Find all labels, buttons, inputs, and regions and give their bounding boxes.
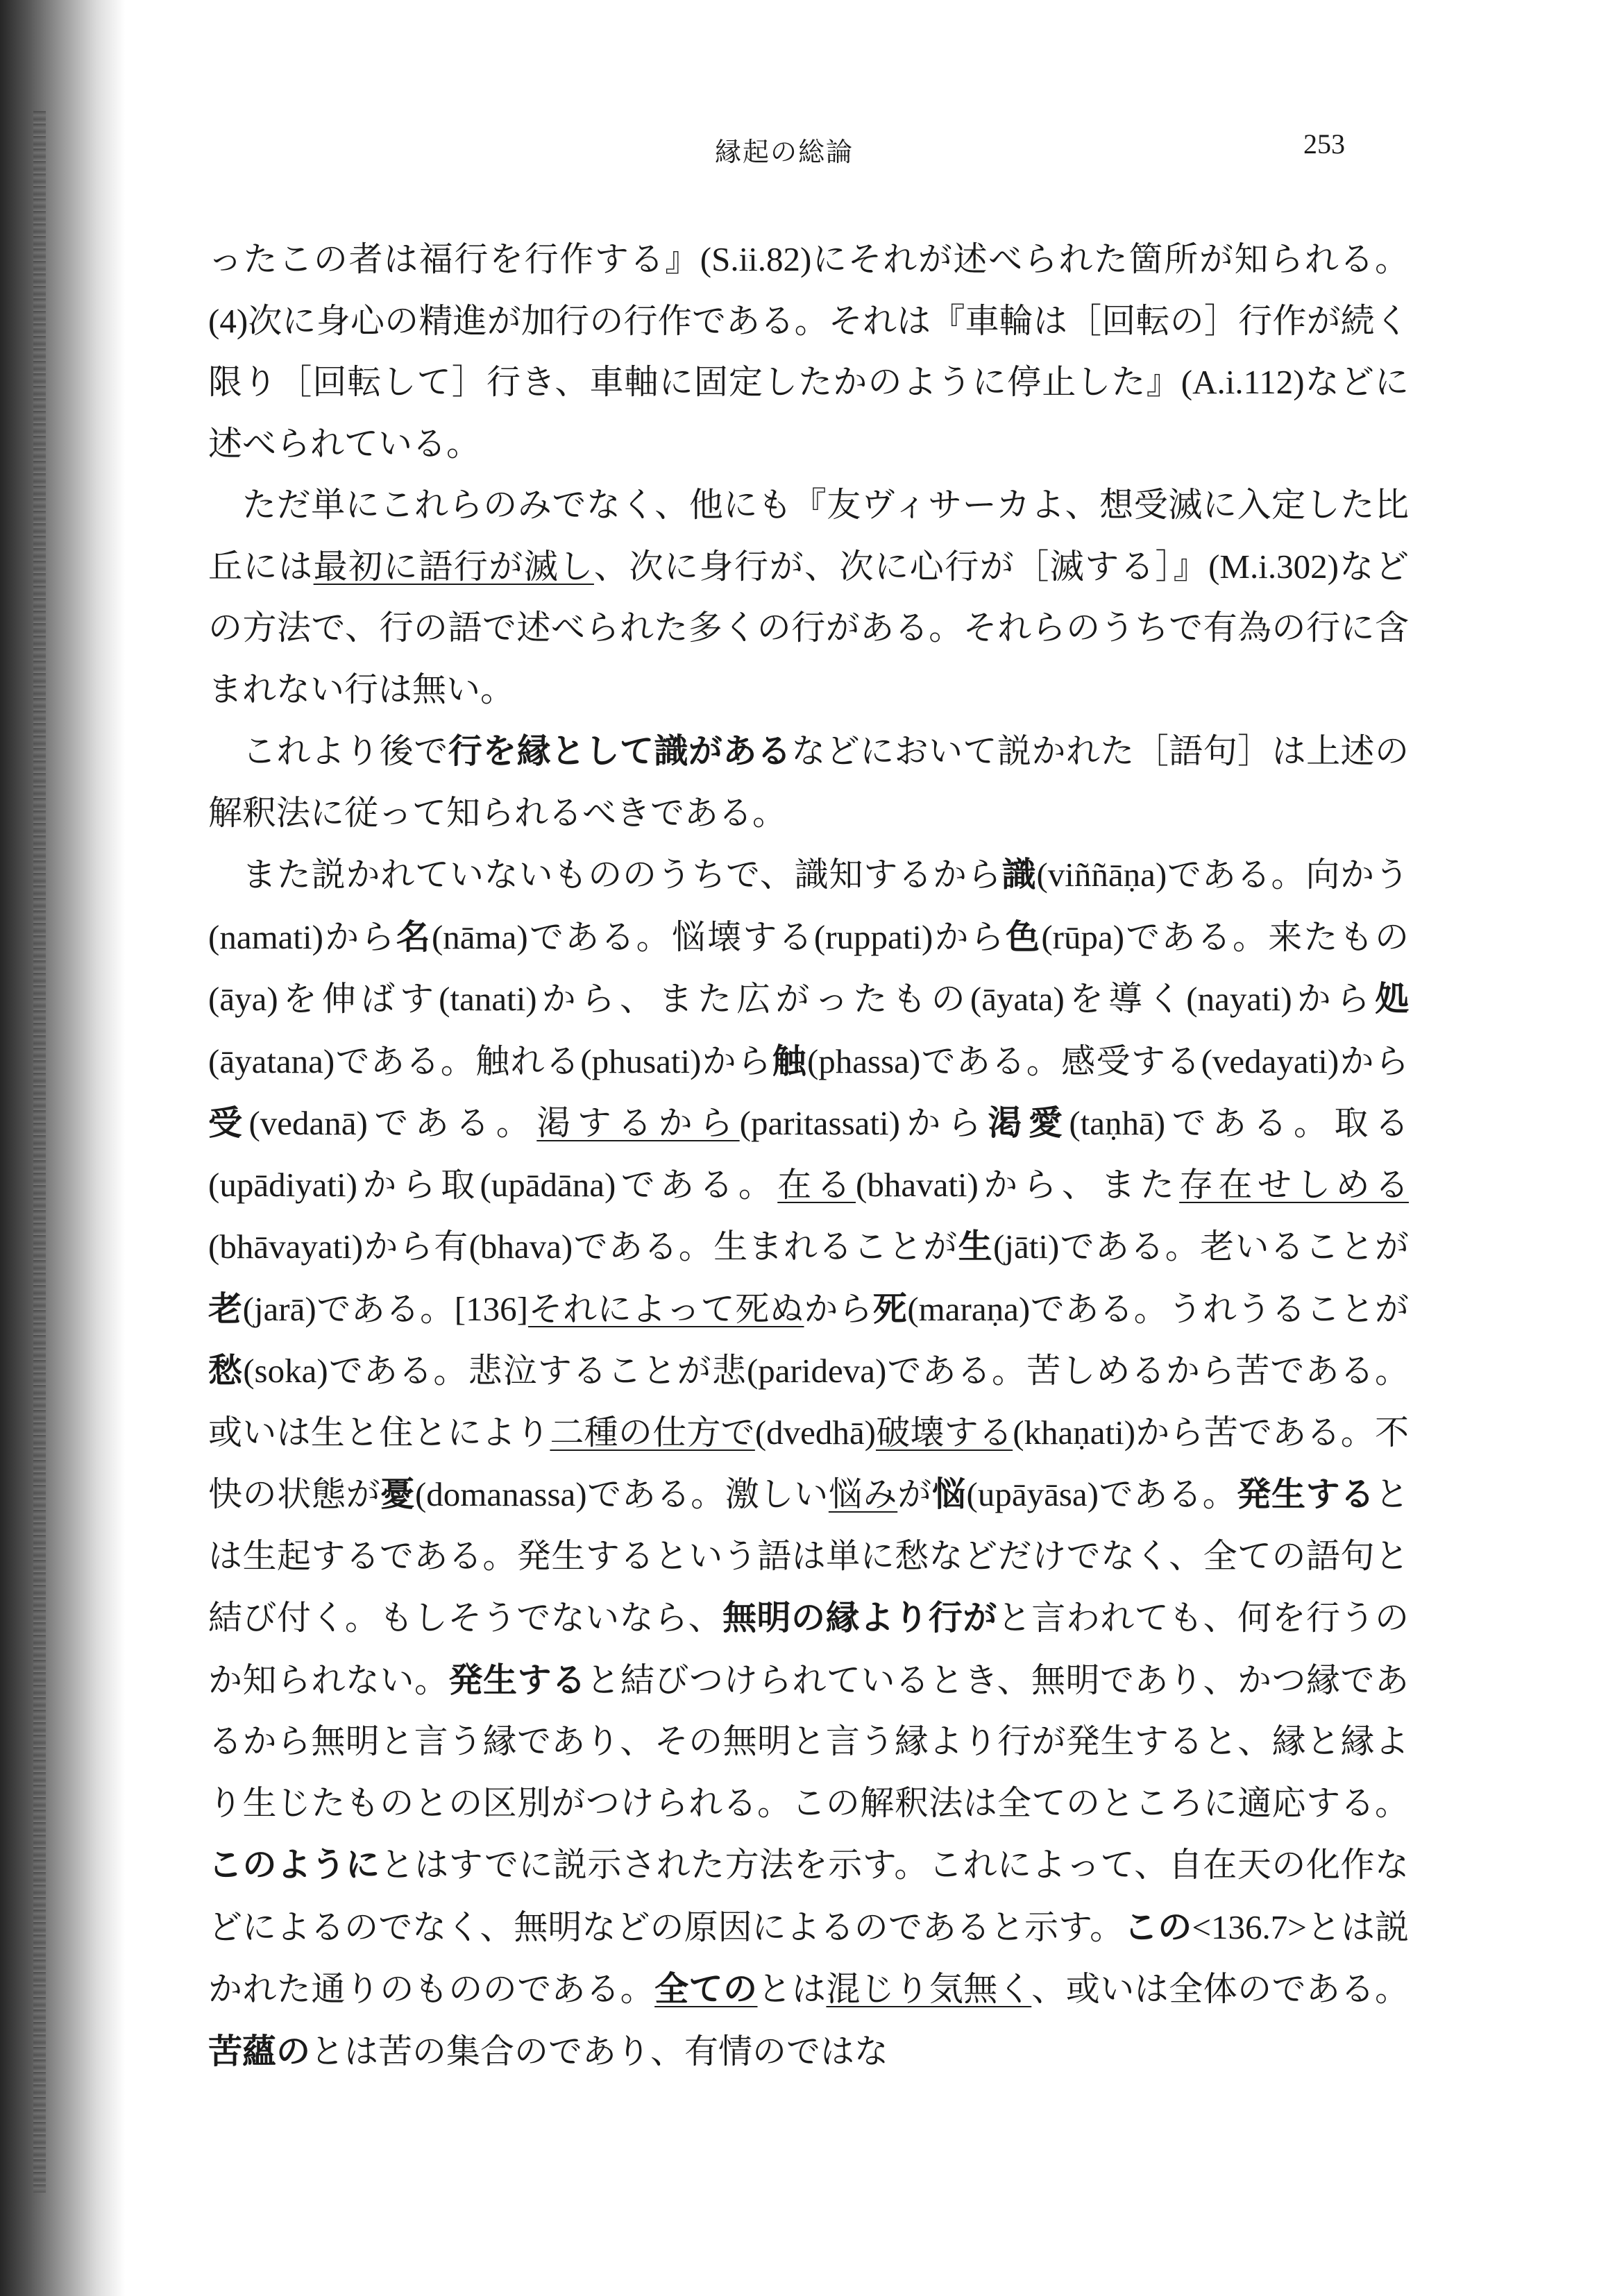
reference-segment: (upādāna) [480, 1165, 616, 1204]
reference-segment: (M.i.302) [1208, 547, 1339, 586]
running-title: 縁起の総論 [715, 137, 854, 167]
reference-segment: (ruppati) [813, 917, 933, 956]
binding-strip [33, 111, 46, 2193]
text-segment: と言われても、何を行うのか知られない。 [208, 1598, 1409, 1700]
reference-segment: (phassa) [806, 1041, 921, 1080]
text-segment: が [897, 1474, 932, 1514]
paragraph [208, 475, 1409, 720]
text-segment: とはすでに説示された方法を示す。これによって、自在天の化作などによるのでなく、無明などの原因によるのであると示す。 [208, 1845, 1409, 1947]
underlined-segment: それによって死ぬ [527, 1289, 804, 1329]
text-segment: から [804, 1289, 873, 1329]
text-segment: 、或いは全体のである。 [1031, 1969, 1409, 2009]
text-segment: これより後で [242, 731, 448, 771]
reference-segment: (taṇhā) [1069, 1104, 1166, 1142]
body-text [208, 229, 1409, 2082]
text-segment: から [1339, 1041, 1409, 1081]
emphasis-segment: 無明の縁より行が [722, 1597, 997, 1638]
reference-segment: (domanassa) [414, 1475, 587, 1513]
reference-segment: (soka) [243, 1352, 328, 1390]
emphasis-segment: 渇愛 [988, 1103, 1069, 1143]
reference-segment: (S.ii.82) [700, 240, 812, 278]
text-segment: である。来たもの [1124, 917, 1409, 957]
reference-segment: (maraṇa) [907, 1289, 1031, 1328]
text-segment: である。苦しめるから苦である。或いは生と住とにより [208, 1351, 1409, 1452]
emphasis-segment: 老 [208, 1288, 243, 1329]
paragraph [208, 229, 1409, 475]
text-segment: である。取る [1165, 1103, 1409, 1143]
text-segment: から [701, 1041, 772, 1081]
text-segment: 次に身心の精進が加行の行作である。それは『車輪は［回転の］行作が続く限り［回転して］行き、車軸に固定したかのように停止した』 [208, 300, 1409, 402]
emphasis-segment: 触 [772, 1040, 807, 1081]
text-segment: である。 [367, 1103, 537, 1143]
text-segment: である。悲泣することが悲 [328, 1351, 747, 1391]
reference-segment: (jāti) [993, 1227, 1060, 1266]
emphasis-segment: 発生する [448, 1659, 586, 1700]
text-segment: とは生起するである。発生するという語は単に愁などだけでなく、全ての語句と結び付く。もしそうでないなら、 [208, 1474, 1409, 1638]
text-segment: とは苦の集合のであり、有情のではな [310, 2031, 889, 2071]
emphasis-segment: この [1124, 1906, 1192, 1947]
underlined-segment: 二種の仕方で [550, 1412, 755, 1452]
reference-segment: (āyata) [970, 980, 1065, 1018]
text-segment: を伸ばす [278, 979, 439, 1019]
text-segment: にそれが述べられた箇所が知られる。 [811, 239, 1409, 279]
text-segment: 、次に身行が、次に心行が［滅する］』 [593, 546, 1209, 586]
text-segment: である。老いることが [1059, 1227, 1409, 1266]
emphasis-segment: 識 [1001, 854, 1037, 894]
text-segment: ったこの者は福行を行作する』 [208, 239, 700, 279]
emphasis-segment: 苦蘊の [208, 2030, 311, 2071]
reference-segment: (A.i.112) [1181, 363, 1305, 401]
text-segment: から [933, 917, 1006, 957]
emphasis-segment: 死 [872, 1288, 908, 1329]
text-segment: とは [757, 1969, 827, 2009]
text-segment: から [899, 1103, 988, 1143]
binding-shadow [0, 0, 125, 2296]
text-segment: を導く [1064, 979, 1187, 1019]
text-segment: から取 [357, 1164, 480, 1205]
reference-segment: (bhavati) [856, 1165, 979, 1204]
emphasis-segment: 名 [396, 916, 432, 957]
emphasis-segment: 色 [1006, 916, 1042, 957]
reference-segment: (bhāvayati) [208, 1227, 364, 1266]
text-segment: とは説かれた通りのもののである。 [208, 1907, 1409, 2009]
reference-segment: (jarā) [242, 1289, 316, 1328]
text-segment: である。 [316, 1289, 455, 1329]
reference-segment: (vedayati) [1201, 1041, 1339, 1080]
text-segment: である。 [616, 1164, 778, 1205]
underlined-segment: 渇するから [536, 1103, 740, 1143]
reference-segment: (4) [208, 301, 248, 340]
text-segment: である。悩壊する [527, 917, 814, 957]
text-segment: である。触れる [335, 1041, 581, 1081]
reference-segment: <136.7> [1192, 1907, 1307, 1946]
reference-segment: (vedanā) [248, 1104, 368, 1142]
text-segment: ただ単にこれらのみでなく、他にも『友ヴィサーカよ、想受滅に入定した比丘には [208, 485, 1409, 586]
emphasis-segment: 悩 [931, 1474, 967, 1514]
emphasis-segment: 愁 [208, 1350, 244, 1391]
reference-segment: (viññāṇa) [1036, 856, 1167, 894]
reference-segment: (āyatana) [208, 1041, 335, 1080]
text-segment: である。激しい [586, 1474, 829, 1514]
reference-segment: (nayati) [1186, 980, 1292, 1018]
text-segment: などに述べられている。 [208, 362, 1409, 464]
paragraph [208, 720, 1409, 844]
reference-segment: (dvedhā) [754, 1413, 876, 1452]
reference-segment: (rūpa) [1041, 917, 1125, 956]
underlined-segment: 最初に語行が滅し [313, 546, 594, 586]
underlined-segment: 破壊する [875, 1412, 1013, 1452]
underlined-segment: 全ての [654, 1968, 758, 2009]
emphasis-segment: 行を縁として識がある [448, 731, 792, 771]
reference-segment: (parideva) [746, 1352, 887, 1390]
emphasis-segment: 憂 [380, 1474, 415, 1514]
text-segment: などの方法で、行の語で述べられた多くの行がある。それらのうちで有為の行に含まれない行は無い。 [208, 546, 1409, 709]
emphasis-segment: このように [208, 1844, 380, 1885]
underlined-segment: 悩み [828, 1474, 898, 1514]
text-segment: である。向かう [1167, 855, 1409, 894]
reference-segment: (khaṇati) [1013, 1413, 1136, 1452]
text-segment: と結びつけられているとき、無明であり、かつ縁であるから無明と言う縁であり、その無明と言う縁より行が発生すると、縁と縁より生じたものとの区別がつけられる。この解釈法は全てのところに適応する。 [208, 1660, 1409, 1823]
text-segment: から [323, 917, 396, 957]
text-segment: から有 [363, 1227, 469, 1266]
paragraph [208, 844, 1409, 2082]
reference-segment: (upādiyati) [208, 1165, 357, 1204]
text-segment: である。感受する [920, 1041, 1201, 1081]
emphasis-segment: 受 [208, 1103, 249, 1143]
text-segment: である。 [1099, 1474, 1237, 1514]
text-segment: である。生まれることが [573, 1227, 958, 1266]
underlined-segment: 混じり気無く [826, 1969, 1032, 2009]
reference-segment: [136] [454, 1289, 528, 1328]
reference-segment: (namati) [208, 917, 323, 956]
reference-segment: (paritassati) [739, 1104, 900, 1142]
reference-segment: (phusati) [580, 1041, 702, 1080]
reference-segment: (tanati) [439, 980, 537, 1018]
text-segment: から苦である。不快の状態が [208, 1412, 1409, 1514]
text-segment: である。うれうることが [1030, 1289, 1409, 1329]
text-segment: から、また [978, 1164, 1180, 1205]
underlined-segment: 存在せしめる [1179, 1164, 1409, 1205]
text-segment: などにおいて説かれた［語句］は上述の解釈法に従って知られるべきである。 [208, 731, 1409, 833]
reference-segment: (āya) [208, 980, 278, 1018]
reference-segment: (bhava) [468, 1227, 573, 1266]
text-segment: から [1292, 979, 1375, 1019]
page-number: 253 [1303, 128, 1345, 160]
emphasis-segment: 生 [958, 1226, 994, 1266]
emphasis-segment: 発生する [1237, 1474, 1375, 1514]
emphasis-segment: 処 [1374, 978, 1409, 1019]
reference-segment: (nāma) [431, 917, 528, 956]
running-head [0, 130, 1624, 172]
text-segment: から、また広がったもの [536, 979, 970, 1019]
underlined-segment: 在る [777, 1164, 856, 1205]
text-segment: また説かれていないもののうちで、識知するから [242, 855, 1002, 894]
reference-segment: (upāyāsa) [966, 1475, 1099, 1513]
